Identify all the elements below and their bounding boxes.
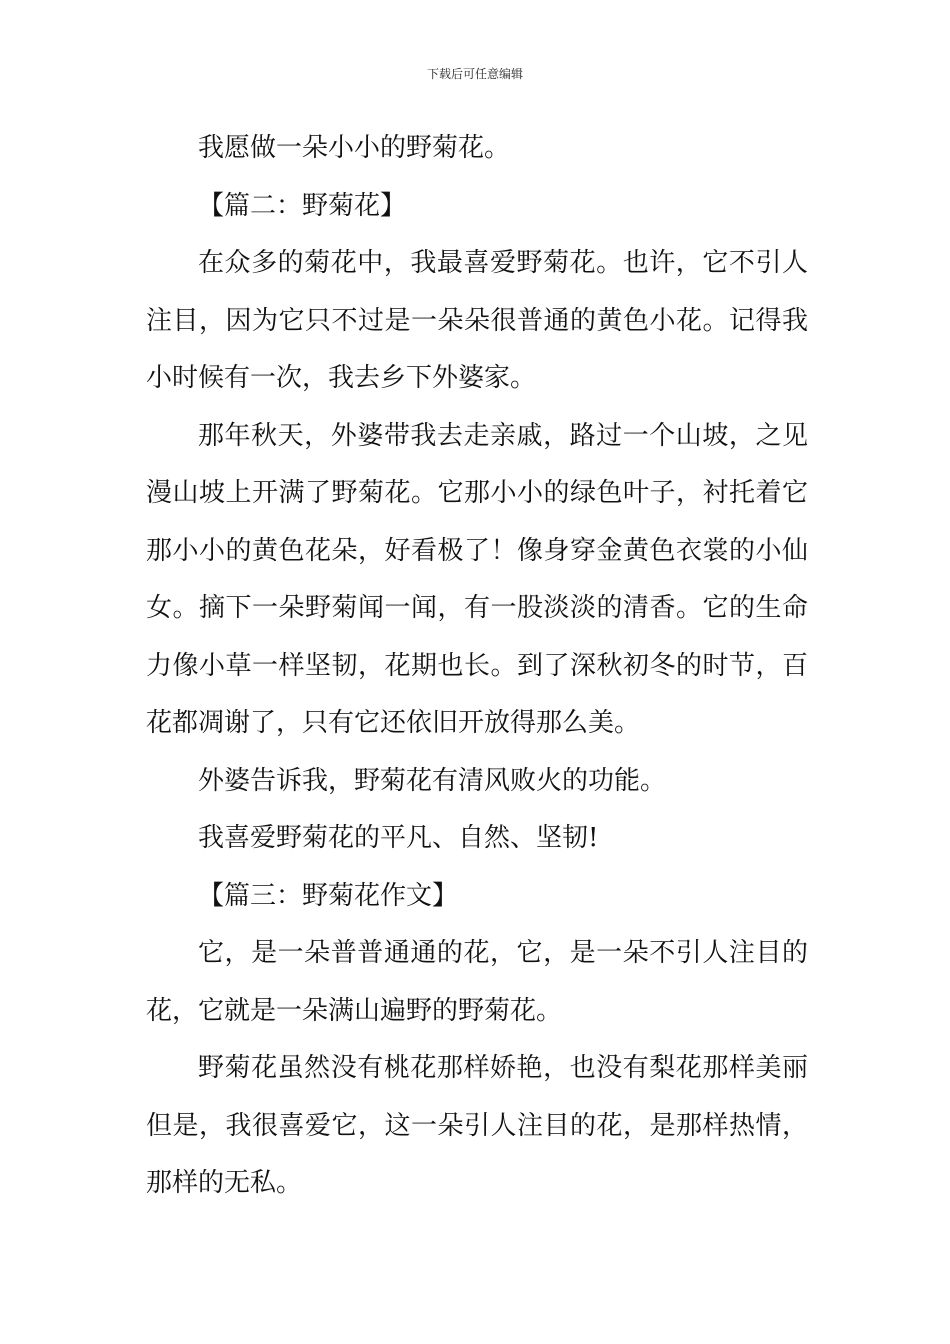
paragraph: 它，是一朵普普通通的花，它，是一朵不引人注目的花，它就是一朵满山遍野的野菊花。 (146, 938, 808, 1026)
paragraph: 野菊花虽然没有桃花那样娇艳，也没有梨花那样美丽但是，我很喜爱它，这一朵引人注目的花，是那样热情，那样的无私。 (146, 1053, 808, 1198)
page-header: 下载后可任意编辑 (426, 67, 523, 81)
paragraph: 在众多的菊花中，我最喜爱野菊花。也许，它不引人注目，因为它只不过是一朵朵很普通的黄色小花。记得我小时候有一次，我去乡下外婆家。 (146, 248, 808, 393)
paragraph: 我愿做一朵小小的野菊花。 (198, 133, 511, 163)
document-body (146, 120, 808, 1213)
section-heading: 【篇二：野菊花】 (198, 190, 407, 221)
paragraph: 外婆告诉我，野菊花有清风败火的功能。 (198, 765, 667, 796)
paragraph: 我喜爱野菊花的平凡、自然、坚韧! (198, 823, 599, 853)
paragraph: 那年秋天，外婆带我去走亲戚，路过一个山坡，之见漫山坡上开满了野菊花。它那小小的绿色叶子，衬托着它那小小的黄色花朵，好看极了！像身穿金黄色衣裳的小仙女。摘下一朵野菊闻一闻，有一股淡淡的清香。它的生命力像小草一样坚韧，花期也长。到了深秋初冬的时节，百花都凋谢了，只有它还依旧开放得那么美。 (146, 420, 808, 738)
section-heading: 【篇三：野菊花作文】 (198, 880, 459, 911)
